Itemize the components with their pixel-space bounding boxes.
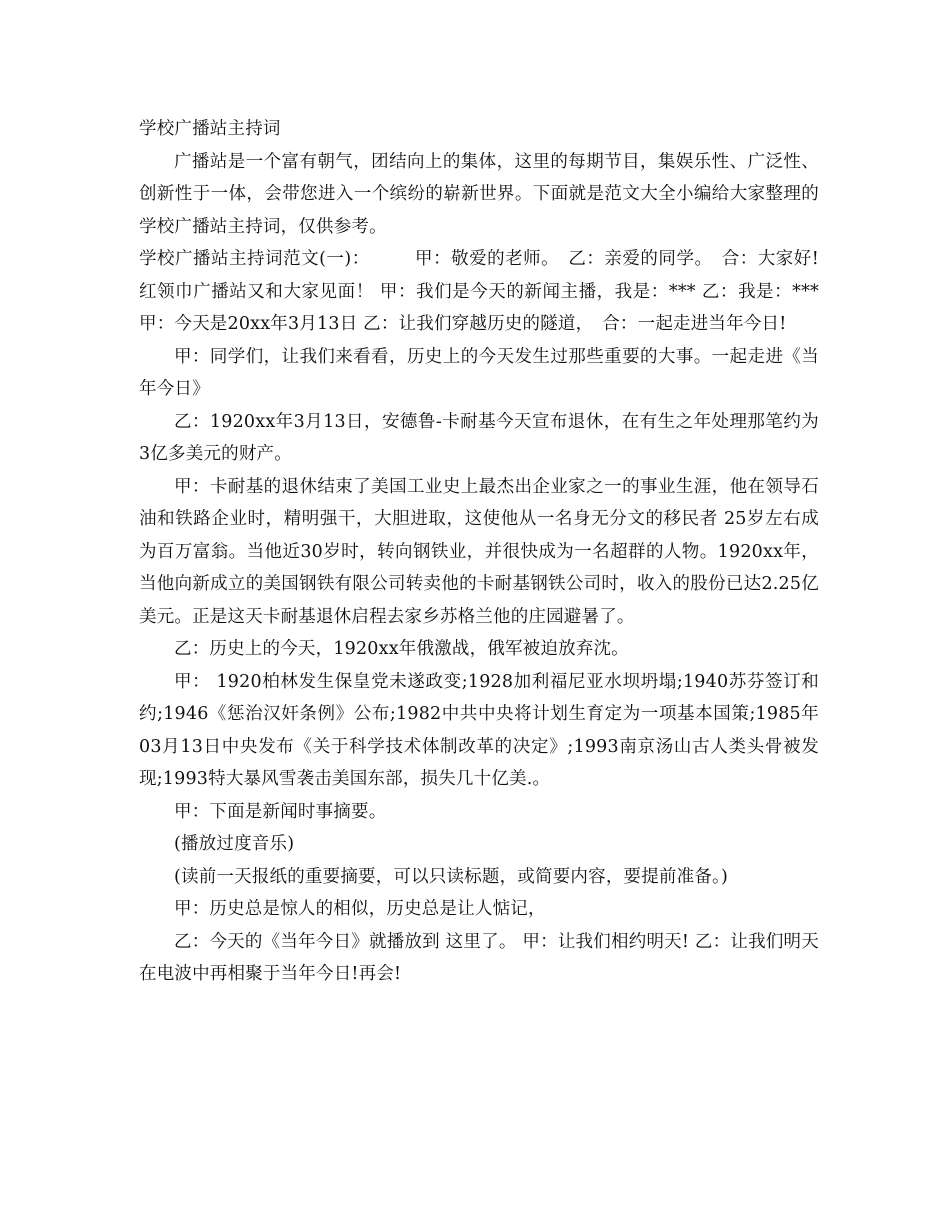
paragraph: 乙：1920xx年3月13日，安德鲁-卡耐基今天宣布退休，在有生之年处理那笔约为3亿多美元的财产。 [139, 411, 819, 464]
paragraph: (读前一天报纸的重要摘要，可以只读标题，或简要内容，要提前准备。) [174, 866, 729, 887]
paragraph: (播放过度音乐) [174, 834, 295, 854]
document-title: 学校广播站主持词 [139, 119, 281, 139]
paragraph-closing: 乙：今天的《当年今日》就播放到 这里了。 甲：让我们相约明天! 乙：让我们明天在电波中再相聚于当年今日!再会! [139, 931, 819, 984]
paragraph: 甲：卡耐基的退休结束了美国工业史上最杰出企业家之一的事业生涯，他在领导石油和铁路企业时，精明强干，大胆进取，这使他从一名身无分文的移民者 25岁左右成为百万富翁。当他近30岁时，转向钢铁业，并很快成为一名超群的人物。1920xx年，当他向新成立的美国钢铁有限公司转卖他的卡耐基钢铁公司时，收入的股份已达2.25亿美元。正是这天卡耐基退休启程去家乡苏格兰他的庄园避暑了。 [139, 476, 819, 627]
paragraph-intro: 广播站是一个富有朝气，团结向上的集体，这里的每期节目，集娱乐性、广泛性、创新性于一体，会带您进入一个缤纷的崭新世界。下面就是范文大全小编给大家整理的学校广播站主持词，仅供参考。 [139, 151, 819, 237]
paragraph: 甲： 1920柏林发生保皇党未遂政变;1928加利福尼亚水坝坍塌;1940苏芬签订和约;1946《惩治汉奸条例》公布;1982中共中央将计划生育定为一项基本国策;1985年03月13日中央发布《关于科学技术体制改革的决定》;1993南京汤山古人类头骨被发现;1993特大暴风雪袭击美国东部，损失几十亿美.。 [139, 671, 819, 789]
document-body [139, 113, 819, 991]
paragraph: 甲：同学们，让我们来看看，历史上的今天发生过那些重要的大事。一起走进《当年今日》 [139, 346, 819, 399]
paragraph: 甲：下面是新闻时事摘要。 [174, 801, 387, 822]
paragraph-opening: 学校广播站主持词范文(一)： 甲：敬爱的老师。 乙：亲爱的同学。 合：大家好!红领巾广播站又和大家见面！ 甲：我们是今天的新闻主播，我是：*** 乙：我是：*** 甲：今天是20xx年3月13日 乙：让我们穿越历史的隧道， 合：一起走进当年今日! [139, 249, 819, 334]
paragraph: 乙：历史上的今天，1920xx年俄激战，俄军被迫放弃沈。 [174, 639, 629, 659]
paragraph: 甲：历史总是惊人的相似，历史总是让人惦记， [174, 899, 546, 919]
